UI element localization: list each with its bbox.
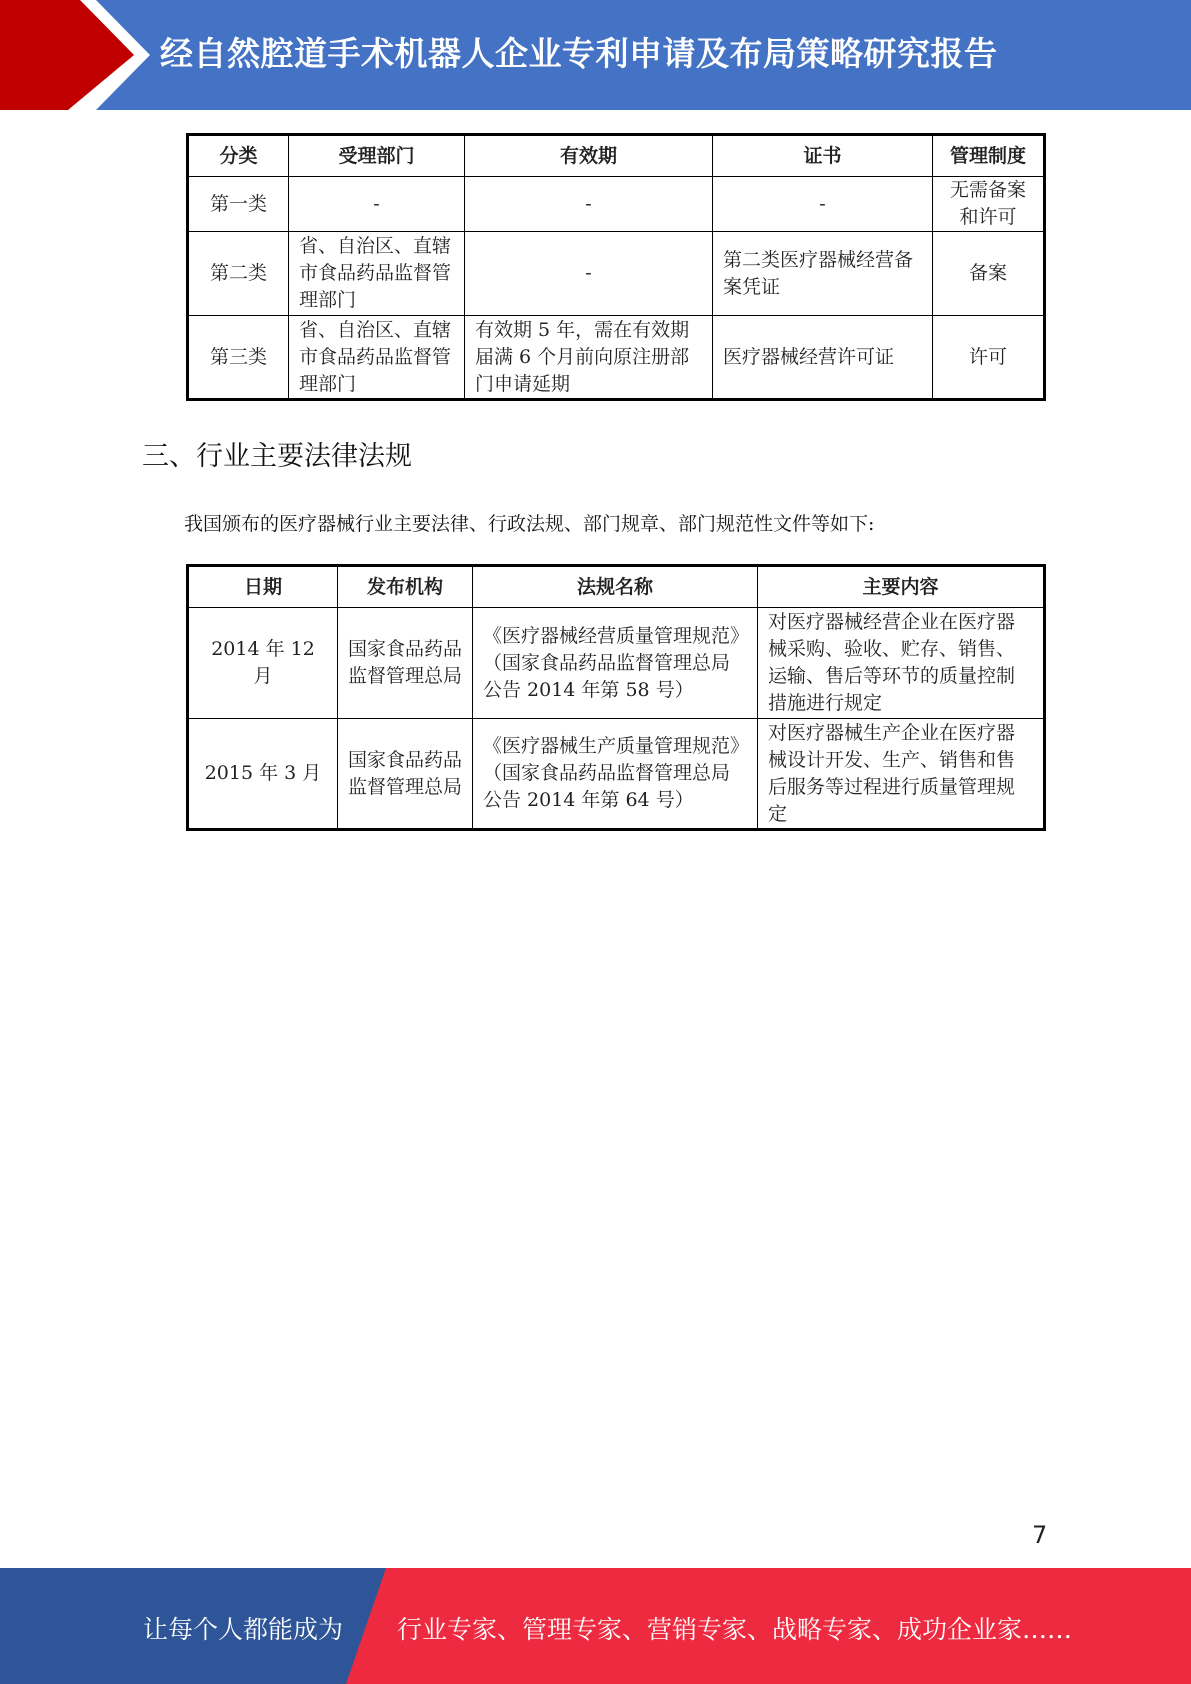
table-cell: 许可 xyxy=(933,316,1045,400)
column-header: 管理制度 xyxy=(933,135,1045,177)
table-header-row xyxy=(188,566,1045,608)
section-intro: 我国颁布的医疗器械行业主要法律、行政法规、部门规章、部门规范性文件等如下: xyxy=(184,513,875,535)
table-cell: 《医疗器械生产质量管理规范》（国家食品药品监督管理总局公告 2014 年第 64 号） xyxy=(473,719,758,830)
table-row xyxy=(188,232,1045,316)
column-header: 受理部门 xyxy=(289,135,465,177)
table-cell: 对医疗器械经营企业在医疗器械采购、验收、贮存、销售、运输、售后等环节的质量控制措施进行规定 xyxy=(758,608,1045,719)
device-class-table xyxy=(186,133,1046,401)
table-cell: 第一类 xyxy=(188,177,289,232)
page-number: 7 xyxy=(1032,1521,1048,1549)
table-cell: - xyxy=(465,177,713,232)
table-cell: 有效期 5 年，需在有效期届满 6 个月前向原注册部门申请延期 xyxy=(465,316,713,400)
table-cell: 对医疗器械生产企业在医疗器械设计开发、生产、销售和售后服务等过程进行质量管理规定 xyxy=(758,719,1045,830)
table-row xyxy=(188,177,1045,232)
footer-slogan-left: 让每个人都能成为 xyxy=(143,1615,344,1644)
table-cell: 国家食品药品监督管理总局 xyxy=(338,719,473,830)
column-header: 主要内容 xyxy=(758,566,1045,608)
table-cell: 国家食品药品监督管理总局 xyxy=(338,608,473,719)
footer-slogan-right: 行业专家、管理专家、营销专家、战略专家、成功企业家…… xyxy=(397,1615,1073,1644)
header-chevron-decoration xyxy=(0,0,150,110)
table-cell: 备案 xyxy=(933,232,1045,316)
table-cell: 省、自治区、直辖市食品药品监督管理部门 xyxy=(289,316,465,400)
table-cell: - xyxy=(465,232,713,316)
header-banner xyxy=(0,0,1191,110)
table-cell: 无需备案和许可 xyxy=(933,177,1045,232)
table-row xyxy=(188,316,1045,400)
column-header: 发布机构 xyxy=(338,566,473,608)
column-header: 证书 xyxy=(713,135,933,177)
table-row xyxy=(188,719,1045,830)
table-cell: 2015 年 3 月 xyxy=(188,719,338,830)
table-cell: 《医疗器械经营质量管理规范》（国家食品药品监督管理总局公告 2014 年第 58 号） xyxy=(473,608,758,719)
table-cell: 2014 年 12 月 xyxy=(188,608,338,719)
report-title: 经自然腔道手术机器人企业专利申请及布局策略研究报告 xyxy=(160,34,998,73)
table-row xyxy=(188,608,1045,719)
table-cell: 省、自治区、直辖市食品药品监督管理部门 xyxy=(289,232,465,316)
column-header: 分类 xyxy=(188,135,289,177)
column-header: 日期 xyxy=(188,566,338,608)
table-cell: 第三类 xyxy=(188,316,289,400)
column-header: 法规名称 xyxy=(473,566,758,608)
table-cell: 第二类医疗器械经营备案凭证 xyxy=(713,232,933,316)
footer-banner xyxy=(0,1568,1191,1684)
table-cell: 第二类 xyxy=(188,232,289,316)
column-header: 有效期 xyxy=(465,135,713,177)
table-cell: 医疗器械经营许可证 xyxy=(713,316,933,400)
table-cell: - xyxy=(713,177,933,232)
section-heading: 三、行业主要法律法规 xyxy=(142,441,412,472)
table-cell: - xyxy=(289,177,465,232)
table-header-row xyxy=(188,135,1045,177)
laws-table xyxy=(186,564,1046,831)
